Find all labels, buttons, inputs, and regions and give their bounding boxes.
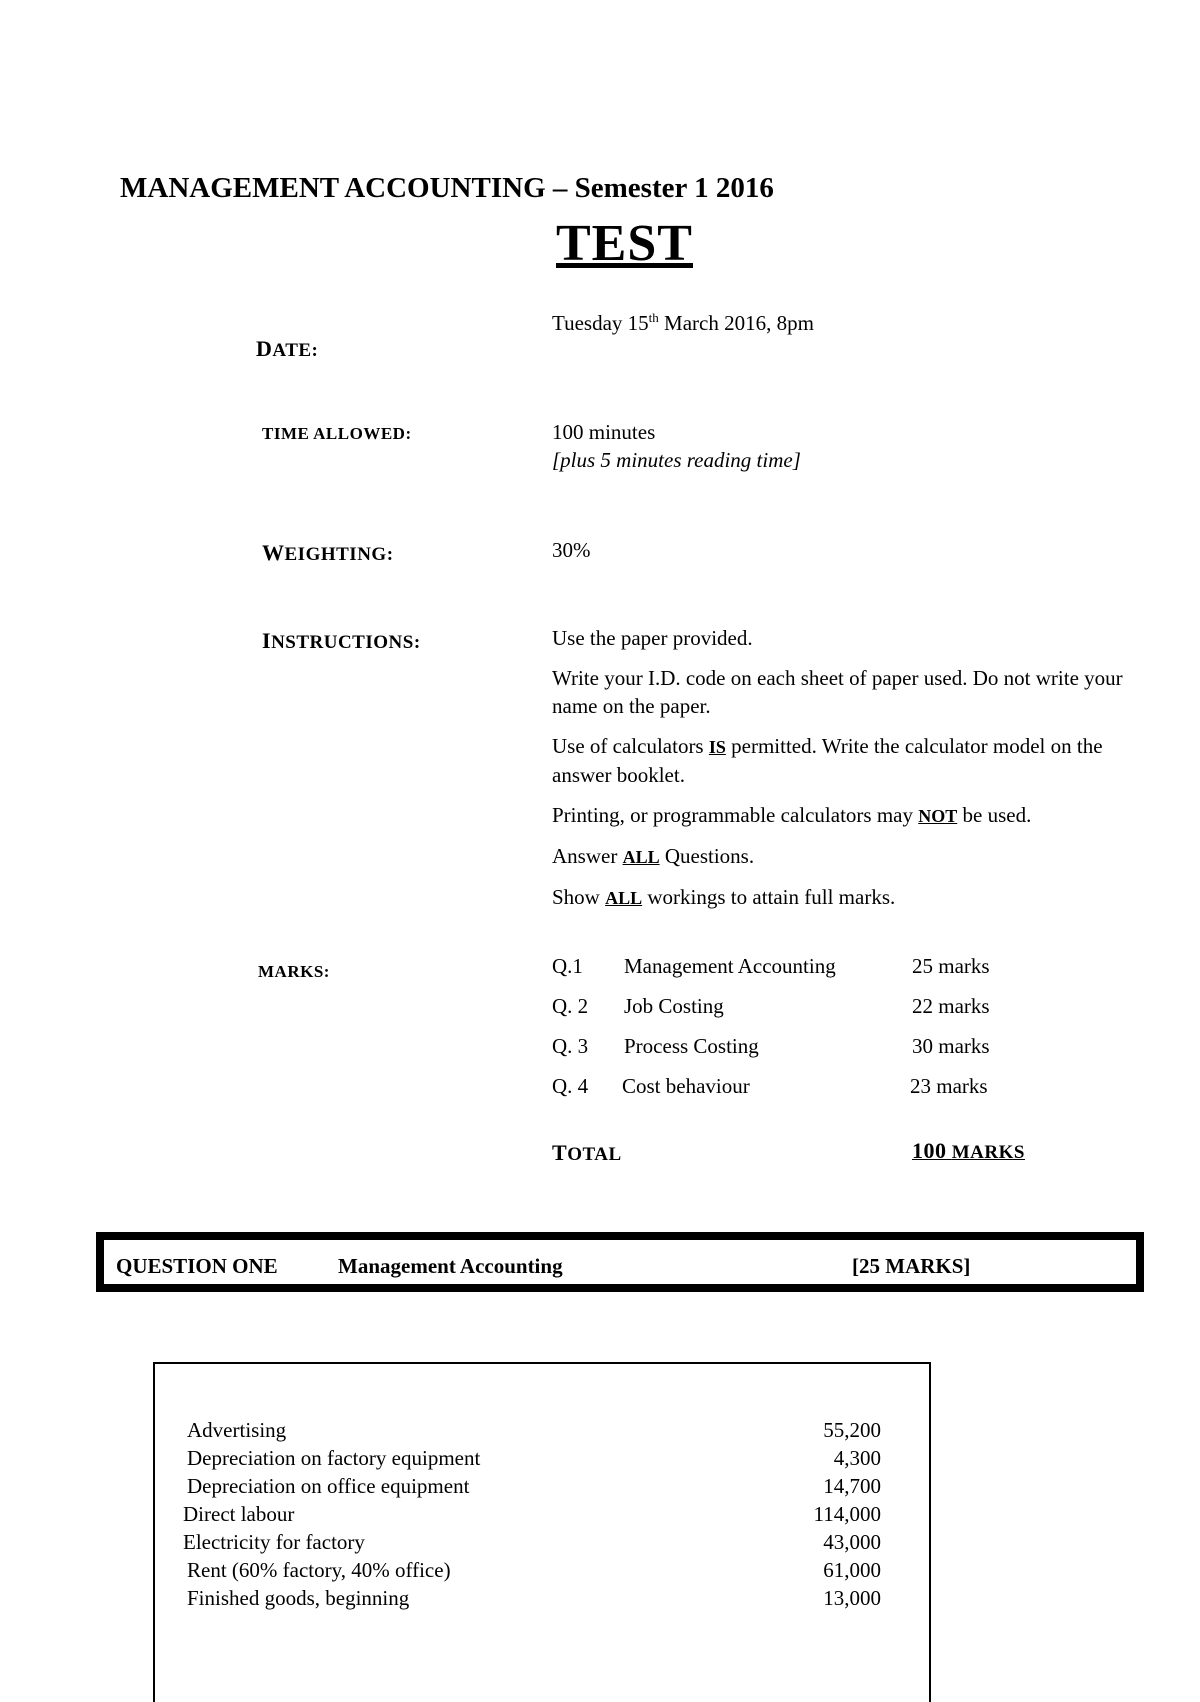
total-label: TOTAL — [552, 1140, 622, 1165]
table-row — [187, 1558, 927, 1583]
time-allowed-value: 100 minutes — [552, 420, 656, 444]
marks-question-number: Q. 2 — [552, 994, 589, 1018]
table-item-amount: 43,000 — [823, 1530, 881, 1554]
table-item-label: Depreciation on office equipment — [187, 1474, 470, 1498]
table-row — [183, 1530, 923, 1555]
table-item-amount: 114,000 — [813, 1502, 881, 1526]
table-item-label: Depreciation on factory equipment — [187, 1446, 481, 1470]
table-item-amount: 14,700 — [823, 1474, 881, 1498]
table-row — [187, 1446, 927, 1471]
test-title: TEST — [556, 215, 693, 272]
table-item-label: Advertising — [187, 1418, 287, 1442]
question-topic: Management Accounting — [338, 1254, 563, 1278]
table-item-label: Rent (60% factory, 40% office) — [187, 1558, 451, 1582]
marks-question-number: Q. 3 — [552, 1034, 589, 1058]
marks-question-number: Q.1 — [552, 954, 583, 978]
instruction-item: Use of calculators IS permitted. Write the calculator model on the answer booklet. — [552, 734, 1103, 787]
marks-value: 23 marks — [910, 1074, 988, 1098]
instruction-item: Show ALL workings to attain full marks. — [552, 885, 896, 909]
instruction-item: Use the paper provided. — [552, 626, 753, 650]
table-row — [183, 1502, 923, 1527]
time-allowed-label: TIME ALLOWED: — [262, 424, 412, 443]
table-item-amount: 61,000 — [823, 1558, 881, 1582]
marks-label: MARKS: — [258, 962, 330, 981]
instruction-item: Printing, or programmable calculators may NOT be used. — [552, 803, 1032, 827]
table-item-label: Finished goods, beginning — [187, 1586, 410, 1610]
marks-value: 30 marks — [912, 1034, 990, 1058]
table-item-label: Electricity for factory — [183, 1530, 365, 1554]
marks-value: 22 marks — [912, 994, 990, 1018]
question-header-box — [96, 1232, 1144, 1292]
table-item-label: Direct labour — [183, 1502, 295, 1526]
reading-time-note: [plus 5 minutes reading time] — [552, 448, 801, 472]
marks-topic: Management Accounting — [624, 954, 836, 978]
course-title: MANAGEMENT ACCOUNTING – Semester 1 2016 — [120, 172, 774, 204]
table-item-amount: 55,200 — [823, 1418, 881, 1442]
date-value: Tuesday 15th March 2016, 8pm — [552, 310, 814, 335]
weighting-value: 30% — [552, 538, 591, 562]
instruction-item: Write your I.D. code on each sheet of paper used. Do not write your name on the paper. — [552, 666, 1123, 718]
marks-topic: Job Costing — [624, 994, 724, 1018]
table-row — [187, 1474, 927, 1499]
instructions-list — [552, 624, 1142, 924]
weighting-label: WEIGHTING: — [262, 540, 394, 565]
marks-question-number: Q. 4 — [552, 1074, 589, 1098]
instructions-label: INSTRUCTIONS: — [262, 628, 421, 653]
total-marks: 100 MARKS — [912, 1138, 1025, 1163]
marks-topic: Process Costing — [624, 1034, 759, 1058]
instruction-item: Answer ALL Questions. — [552, 844, 755, 868]
date-label: DATE: — [256, 336, 319, 361]
table-row — [187, 1586, 927, 1611]
table-item-amount: 4,300 — [833, 1446, 881, 1470]
table-row — [187, 1418, 927, 1443]
marks-topic: Cost behaviour — [622, 1074, 750, 1098]
question-marks: [25 MARKS] — [852, 1254, 971, 1278]
cost-data-table — [153, 1362, 931, 1702]
marks-value: 25 marks — [912, 954, 990, 978]
question-number: QUESTION ONE — [116, 1254, 278, 1278]
table-item-amount: 13,000 — [823, 1586, 881, 1610]
